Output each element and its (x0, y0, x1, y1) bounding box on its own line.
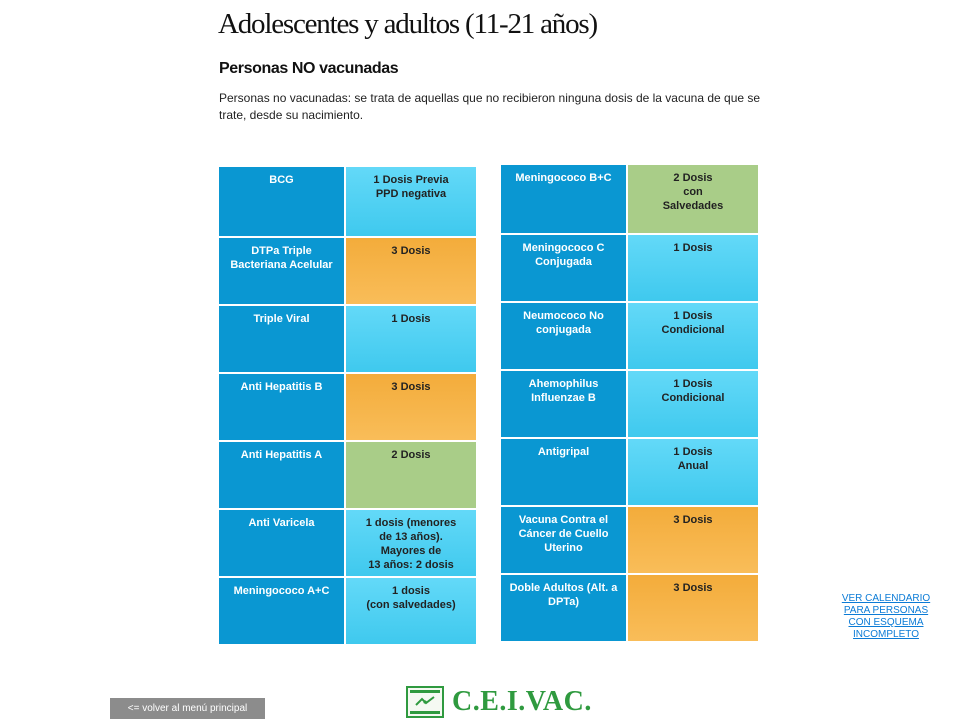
vaccine-table-right (501, 165, 758, 641)
vaccine-dose: 1 Dosis Condicional (628, 303, 758, 369)
vaccine-name: Antigripal (501, 439, 628, 505)
ceivac-logo (406, 686, 592, 718)
vaccine-name: Anti Hepatitis B (219, 374, 346, 440)
vaccine-row (501, 233, 758, 301)
vaccine-dose: 1 dosis (con salvedades) (346, 578, 476, 644)
back-to-menu-button[interactable]: <= volver al menú principal (110, 698, 265, 719)
vaccine-dose: 1 Dosis Condicional (628, 371, 758, 437)
vaccine-row (219, 576, 476, 644)
vaccine-dose: 1 dosis (menores de 13 años). Mayores de 13 años: 2 dosis (346, 510, 476, 576)
vaccine-dose: 3 Dosis (346, 238, 476, 304)
vaccine-name: Anti Varicela (219, 510, 346, 576)
vaccine-row (219, 304, 476, 372)
vaccine-row (501, 165, 758, 233)
vaccine-row (219, 372, 476, 440)
section-title: Personas NO vacunadas (219, 60, 399, 77)
vaccine-row (501, 369, 758, 437)
vaccine-row (501, 301, 758, 369)
vaccine-name: DTPa Triple Bacteriana Acelular (219, 238, 346, 304)
vaccine-row (501, 505, 758, 573)
vaccine-name: Triple Viral (219, 306, 346, 372)
vaccine-dose: 1 Dosis Anual (628, 439, 758, 505)
vaccine-name: Meningococo B+C (501, 165, 628, 233)
vaccine-row (501, 573, 758, 641)
vaccine-dose: 2 Dosis (346, 442, 476, 508)
vaccine-name: Vacuna Contra el Cáncer de Cuello Uterino (501, 507, 628, 573)
vaccine-dose: 1 Dosis (346, 306, 476, 372)
vaccine-row (219, 508, 476, 576)
vaccine-dose: 1 Dosis Previa PPD negativa (346, 167, 476, 236)
vaccine-row (219, 236, 476, 304)
vaccine-name: BCG (219, 167, 346, 236)
vaccine-dose: 1 Dosis (628, 235, 758, 301)
vaccine-dose: 3 Dosis (628, 507, 758, 573)
vaccine-row (501, 437, 758, 505)
logo-text: C.E.I.VAC. (452, 686, 592, 717)
vaccine-name: Meningococo C Conjugada (501, 235, 628, 301)
incomplete-schedule-link[interactable]: VER CALENDARIO PARA PERSONAS CON ESQUEMA INCOMPLETO (841, 593, 931, 640)
vaccine-dose: 2 Dosis con Salvedades (628, 165, 758, 233)
vaccine-name: Meningococo A+C (219, 578, 346, 644)
vaccine-name: Doble Adultos (Alt. a DPTa) (501, 575, 628, 641)
vaccine-dose: 3 Dosis (346, 374, 476, 440)
vaccine-dose: 3 Dosis (628, 575, 758, 641)
description-text: Personas no vacunadas: se trata de aquellas que no recibieron ninguna dosis de la vacuna de que se trate, desde su nacimiento. (219, 91, 761, 122)
vaccine-name: Neumococo No conjugada (501, 303, 628, 369)
page-title: Adolescentes y adultos (11-21 años) (218, 8, 597, 40)
vaccine-name: Anti Hepatitis A (219, 442, 346, 508)
vaccine-name: Ahemophilus Influenzae B (501, 371, 628, 437)
vaccine-row (219, 440, 476, 508)
vaccine-row (219, 167, 476, 236)
ceivac-emblem-icon (406, 686, 444, 718)
vaccine-table-left (219, 167, 476, 644)
